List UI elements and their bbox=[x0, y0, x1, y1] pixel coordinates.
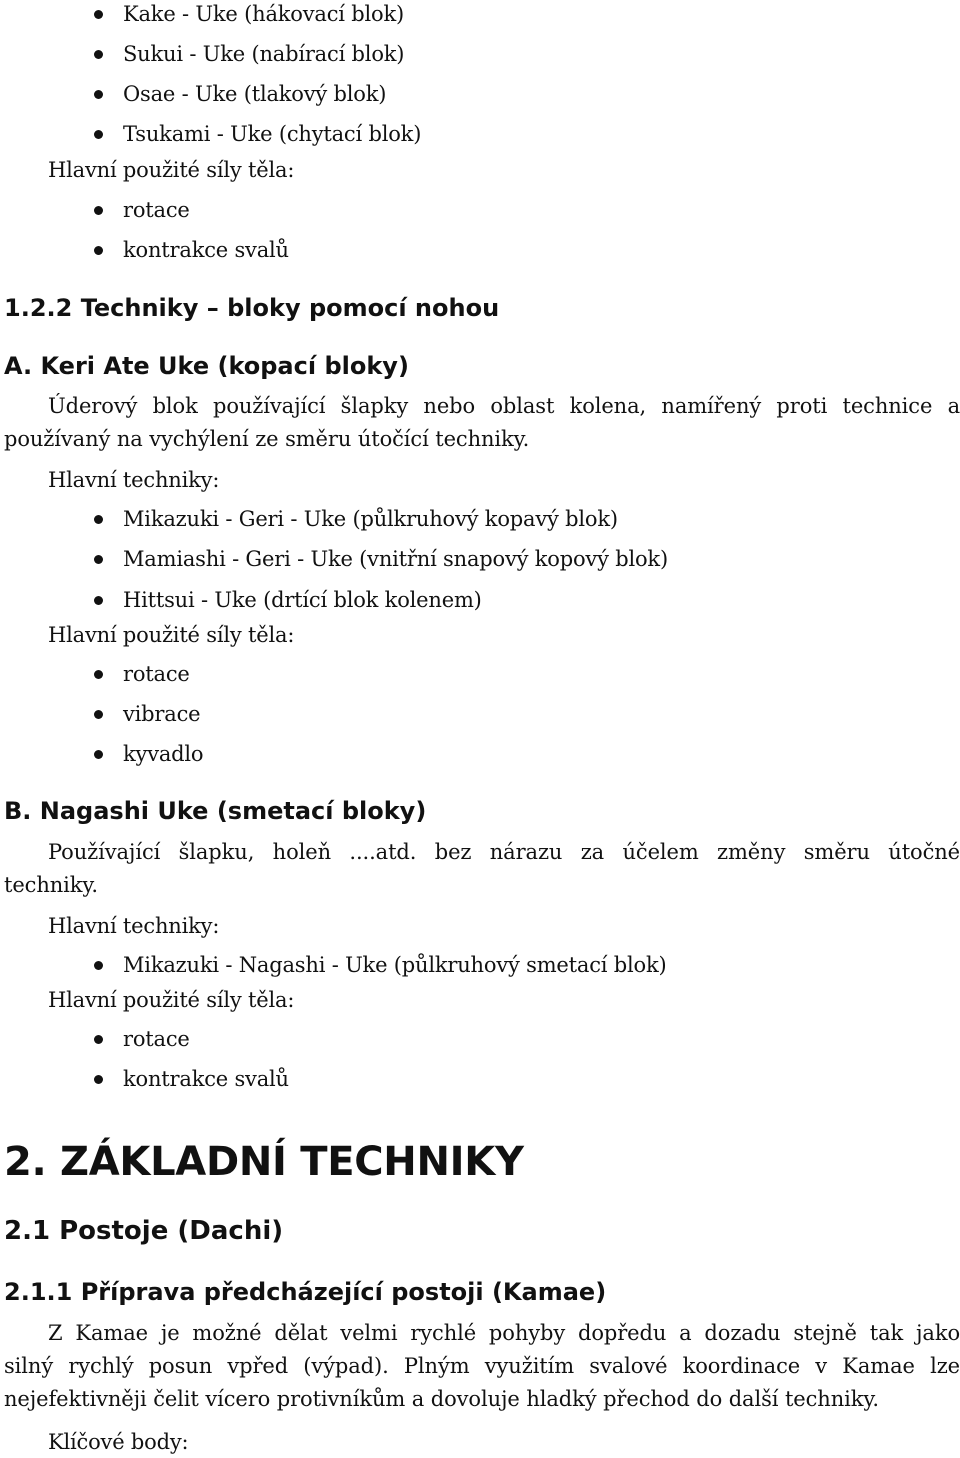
list-item-text: Tsukami - Uke (chytací blok) bbox=[123, 122, 422, 146]
subsection-heading-a: A. Keri Ate Uke (kopací bloky) bbox=[4, 352, 409, 380]
list-item-text: Hittsui - Uke (drtící blok kolenem) bbox=[123, 588, 482, 612]
list-item-text: Kake - Uke (hákovací blok) bbox=[123, 2, 404, 26]
bullet-icon bbox=[94, 1035, 103, 1044]
paragraph-line: Používající šlapku, holeň ....atd. bez nárazu za účelem změny směru útočné bbox=[48, 840, 960, 864]
paragraph-line: techniky. bbox=[4, 873, 98, 897]
bullet-icon bbox=[94, 555, 103, 564]
list-item-text: Osae - Uke (tlakový blok) bbox=[123, 82, 387, 106]
bullet-icon bbox=[94, 710, 103, 719]
bullet-icon bbox=[94, 130, 103, 139]
bullet-icon bbox=[94, 670, 103, 679]
list-item-text: rotace bbox=[123, 198, 190, 222]
forces-label: Hlavní použité síly těla: bbox=[48, 988, 295, 1012]
list-item-text: Mikazuki - Geri - Uke (půlkruhový kopavý blok) bbox=[123, 507, 618, 531]
paragraph-line: Z Kamae je možné dělat velmi rychlé pohyby dopředu a dozadu stejně tak jako bbox=[48, 1321, 960, 1345]
bullet-icon bbox=[94, 206, 103, 215]
bullet-icon bbox=[94, 10, 103, 19]
subsection-heading-b: B. Nagashi Uke (smetací bloky) bbox=[4, 797, 427, 825]
key-points-label: Klíčové body: bbox=[48, 1430, 189, 1454]
bullet-icon bbox=[94, 961, 103, 970]
list-item-text: rotace bbox=[123, 1027, 190, 1051]
section-heading-2-1: 2.1 Postoje (Dachi) bbox=[4, 1216, 284, 1246]
bullet-icon bbox=[94, 596, 103, 605]
section-heading-2-1-1: 2.1.1 Příprava předcházející postoji (Kamae) bbox=[4, 1278, 607, 1306]
paragraph-line: Úderový blok používající šlapky nebo oblast kolena, namířený proti technice a bbox=[48, 394, 960, 418]
list-item-text: rotace bbox=[123, 662, 190, 686]
list-item-text: vibrace bbox=[123, 702, 201, 726]
chapter-heading-2: 2. ZÁKLADNÍ TECHNIKY bbox=[4, 1139, 524, 1185]
list-item-text: Sukui - Uke (nabírací blok) bbox=[123, 42, 405, 66]
paragraph-line: používaný na vychýlení ze směru útočící techniky. bbox=[4, 427, 530, 451]
list-item-text: Mikazuki - Nagashi - Uke (půlkruhový smetací blok) bbox=[123, 953, 667, 977]
bullet-icon bbox=[94, 90, 103, 99]
techniques-label: Hlavní techniky: bbox=[48, 468, 220, 492]
list-item-text: kontrakce svalů bbox=[123, 1067, 289, 1091]
paragraph-line: silný rychlý posun vpřed (výpad). Plným využitím svalové koordinace v Kamae lze bbox=[4, 1354, 960, 1378]
list-item-text: kyvadlo bbox=[123, 742, 204, 766]
bullet-icon bbox=[94, 1075, 103, 1084]
bullet-icon bbox=[94, 50, 103, 59]
list-item-text: kontrakce svalů bbox=[123, 238, 289, 262]
section-heading-1-2-2: 1.2.2 Techniky – bloky pomocí nohou bbox=[4, 294, 500, 322]
techniques-label: Hlavní techniky: bbox=[48, 914, 220, 938]
bullet-icon bbox=[94, 750, 103, 759]
bullet-icon bbox=[94, 515, 103, 524]
bullet-icon bbox=[94, 246, 103, 255]
list-item-text: Mamiashi - Geri - Uke (vnitřní snapový kopový blok) bbox=[123, 547, 668, 571]
forces-label: Hlavní použité síly těla: bbox=[48, 623, 295, 647]
forces-label: Hlavní použité síly těla: bbox=[48, 158, 295, 182]
paragraph-line: nejefektivněji čelit vícero protivníkům a dovoluje hladký přechod do další techniky. bbox=[4, 1387, 879, 1411]
